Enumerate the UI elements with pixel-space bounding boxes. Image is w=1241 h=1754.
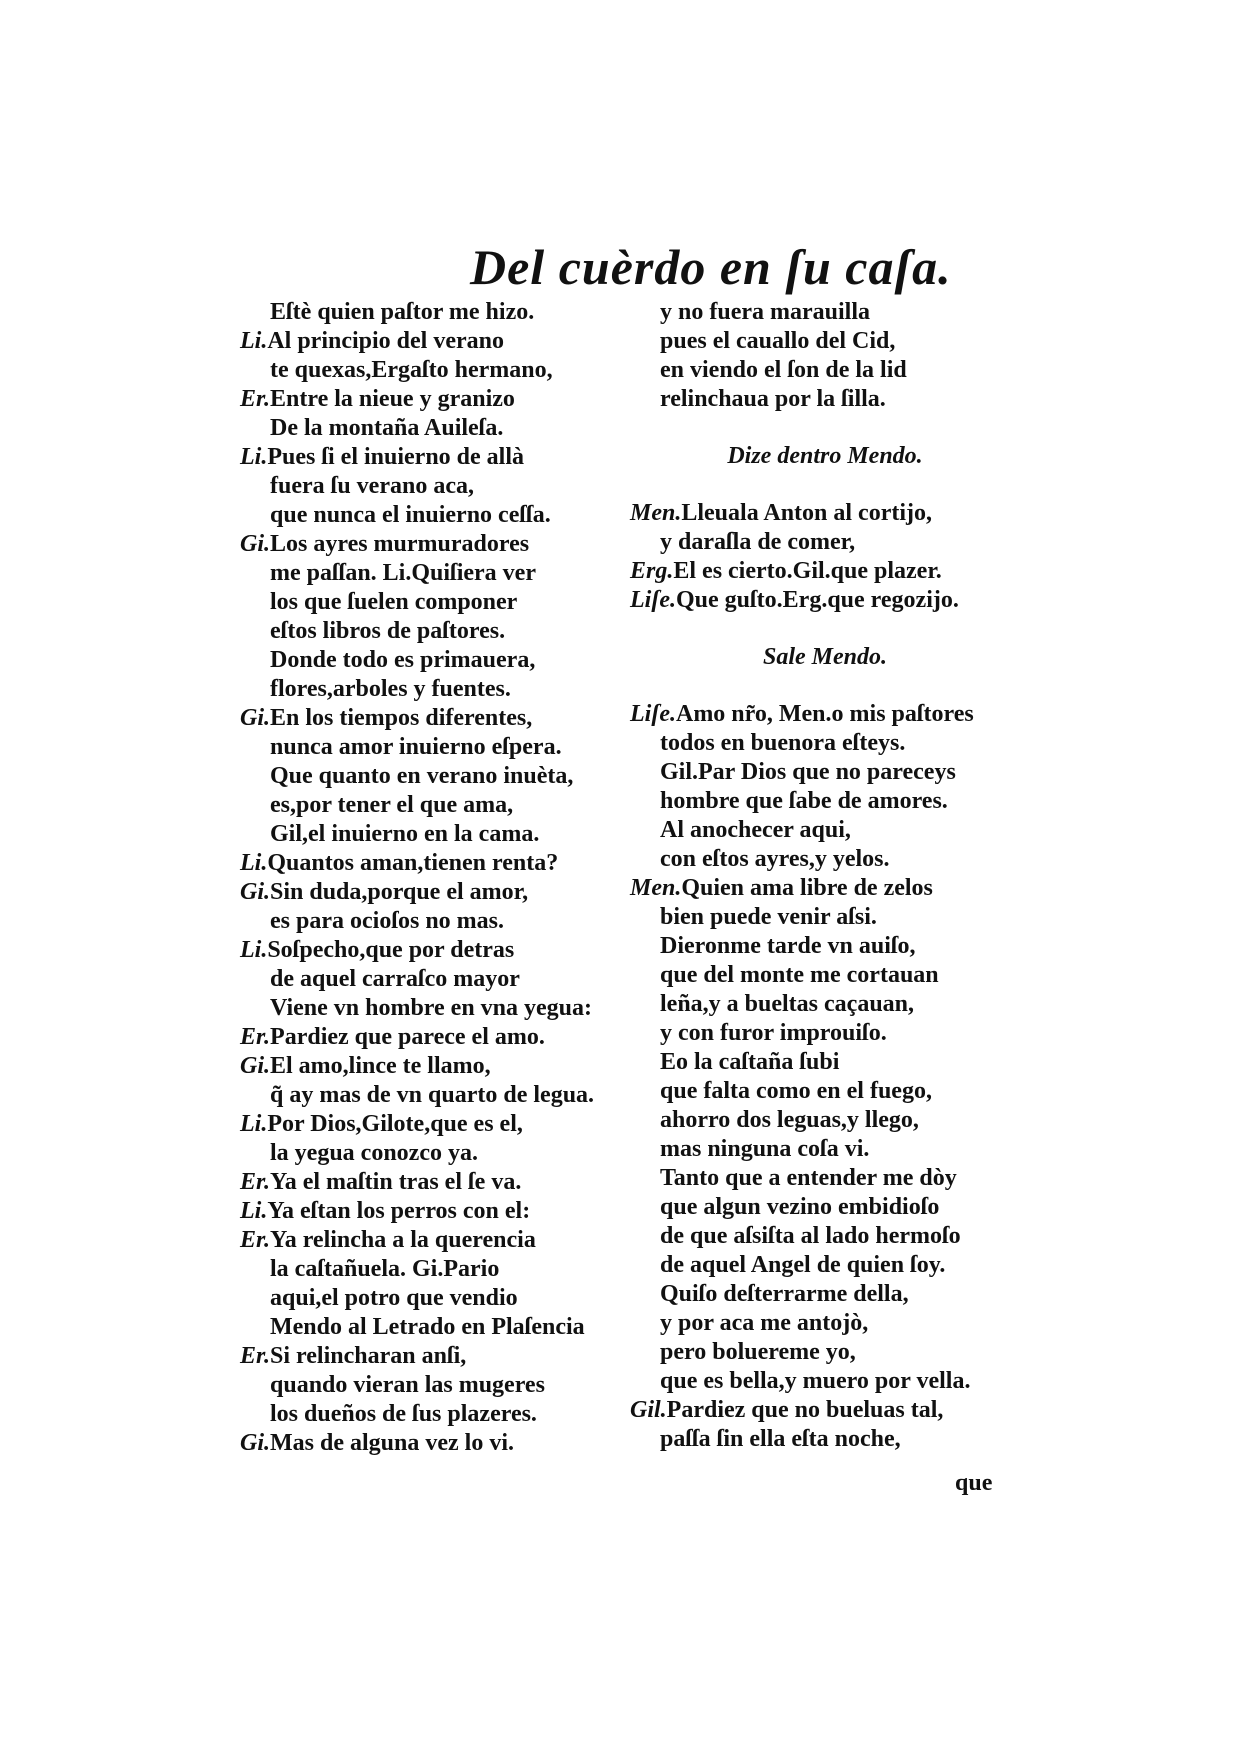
- verse-line: [630, 1019, 1020, 1048]
- speaker-label: Gi.: [240, 705, 270, 731]
- verse-line: [240, 559, 630, 588]
- verse-text: los dueños de ſus plazeres.: [270, 1401, 537, 1427]
- verse-text: eſtos libros de paſtores.: [270, 618, 506, 644]
- verse-line: [240, 820, 630, 849]
- speaker-label: Er.: [240, 1024, 271, 1050]
- verse-line: [240, 1168, 630, 1197]
- speaker-label: Liſe.: [630, 701, 676, 727]
- verse-line: [630, 557, 1020, 586]
- verse-line: [240, 1023, 630, 1052]
- verse-text: y con furor improuiſo.: [660, 1020, 887, 1046]
- verse-line: [630, 356, 1020, 385]
- verse-text: Viene vn hombre en vna yegua:: [270, 995, 593, 1021]
- verse-text: y daraſla de comer,: [660, 529, 856, 555]
- verse-line: [630, 528, 1020, 557]
- verse-text: fuera ſu verano aca,: [270, 473, 474, 499]
- verse-line: [630, 1396, 1020, 1425]
- verse-line: [240, 849, 630, 878]
- verse-text: ahorro dos leguas,y llego,: [660, 1107, 919, 1133]
- spacer: [630, 471, 1020, 499]
- verse-text: Ya el maſtin tras el ſe va.: [270, 1169, 522, 1195]
- verse-text: Quiſo deſterrarme della,: [660, 1281, 909, 1307]
- verse-text: quando vieran las mugeres: [270, 1372, 545, 1398]
- verse-line: [240, 501, 630, 530]
- verse-line: [240, 646, 630, 675]
- verse-line: [240, 472, 630, 501]
- verse-line: [240, 298, 630, 327]
- verse-text: la yegua conozco ya.: [270, 1140, 478, 1166]
- verse-text: Ya relincha a la querencia: [270, 1227, 536, 1253]
- verse-line: [630, 787, 1020, 816]
- verse-text: aqui,el potro que vendio: [270, 1285, 518, 1311]
- verse-text: Pardiez que parece el amo.: [270, 1024, 545, 1050]
- verse-line: [240, 327, 630, 356]
- verse-text: pero boluereme yo,: [660, 1339, 856, 1365]
- verse-line: [240, 1081, 630, 1110]
- verse-line: [240, 588, 630, 617]
- verse-text: Amo nr̃o, Men.o mis paſtores: [675, 701, 974, 727]
- right-column-verse-top: [630, 298, 1020, 414]
- verse-text: Eo la caſtaña ſubi: [660, 1049, 840, 1075]
- verse-text: y no fuera marauilla: [660, 299, 870, 325]
- verse-line: [240, 414, 630, 443]
- verse-text: Por Dios,Gilote,que es el,: [267, 1111, 523, 1137]
- verse-line: [240, 617, 630, 646]
- verse-line: [240, 1226, 630, 1255]
- verse-line: [240, 530, 630, 559]
- speaker-label: Erg.: [630, 558, 674, 584]
- verse-text: Que quanto en verano inuèta,: [270, 763, 574, 789]
- verse-text: hombre que ſabe de amores.: [660, 788, 948, 814]
- stage-direction: Sale Mendo.: [762, 644, 887, 670]
- verse-text: Soſpecho,que por detras: [267, 937, 515, 963]
- verse-text: nunca amor inuierno eſpera.: [270, 734, 562, 760]
- verse-line: [630, 1425, 1020, 1454]
- speaker-label: Er.: [240, 1227, 271, 1253]
- verse-text: que algun vezino embidioſo: [660, 1194, 940, 1220]
- verse-line: [240, 385, 630, 414]
- verse-line: [240, 878, 630, 907]
- verse-line: [240, 1429, 630, 1458]
- verse-line: [630, 961, 1020, 990]
- speaker-label: Gi.: [240, 531, 270, 557]
- verse-line: [630, 1193, 1020, 1222]
- verse-line: [630, 758, 1020, 787]
- verse-text: Lleuala Anton al cortijo,: [681, 500, 933, 526]
- right-column-verse-bottom: [630, 700, 1020, 1454]
- verse-text: Al principio del verano: [267, 328, 504, 354]
- verse-line: [630, 932, 1020, 961]
- verse-line: [630, 700, 1020, 729]
- running-head: Del cuèrdo en ſu caſa.: [470, 239, 952, 295]
- verse-text: Eſtè quien paſtor me hizo.: [270, 299, 535, 325]
- verse-line: [240, 1371, 630, 1400]
- verse-line: [240, 762, 630, 791]
- speaker-label: Gi.: [240, 1430, 270, 1456]
- verse-line: [240, 1313, 630, 1342]
- verse-text: leña,y a bueltas caçauan,: [660, 991, 915, 1017]
- verse-text: los que ſuelen componer: [270, 589, 518, 615]
- verse-line: [240, 791, 630, 820]
- verse-text: la caſtañuela. Gi.Pario: [270, 1256, 500, 1282]
- verse-line: [240, 356, 630, 385]
- left-column: [240, 298, 630, 1458]
- verse-line: [630, 874, 1020, 903]
- verse-line: [630, 1077, 1020, 1106]
- verse-text: El amo,lince te llamo,: [270, 1053, 491, 1079]
- speaker-label: Li.: [240, 1198, 268, 1224]
- verse-line: [240, 907, 630, 936]
- speaker-label: Li.: [240, 328, 268, 354]
- verse-line: [240, 733, 630, 762]
- verse-line: [240, 936, 630, 965]
- verse-text: es,por tener el que ama,: [270, 792, 514, 818]
- verse-text: De la montaña Auileſa.: [270, 415, 504, 441]
- verse-text: te quexas,Ergaſto hermano,: [270, 357, 553, 383]
- verse-line: [240, 965, 630, 994]
- verse-text: Al anochecer aqui,: [660, 817, 851, 843]
- verse-text: y por aca me antojò,: [660, 1310, 869, 1336]
- verse-text: Entre la nieue y granizo: [270, 386, 515, 412]
- speaker-label: Gi.: [240, 879, 270, 905]
- verse-line: [630, 1367, 1020, 1396]
- verse-text: que nunca el inuierno ceſſa.: [270, 502, 551, 528]
- verse-text: de que aſsiſta al lado hermoſo: [660, 1223, 961, 1249]
- verse-line: [630, 1338, 1020, 1367]
- verse-line: [630, 1106, 1020, 1135]
- speaker-label: Men.: [630, 500, 682, 526]
- verse-text: El es cierto.Gil.que plazer.: [673, 558, 942, 584]
- verse-text: Pues ſi el inuierno de allà: [267, 444, 525, 470]
- verse-line: [240, 675, 630, 704]
- verse-text: Gil.Par Dios que no pareceys: [660, 759, 956, 785]
- speaker-label: Gi.: [240, 1053, 270, 1079]
- verse-line: [240, 704, 630, 733]
- verse-line: [630, 845, 1020, 874]
- verse-line: [240, 1400, 630, 1429]
- verse-line: [240, 443, 630, 472]
- verse-line: [630, 298, 1020, 327]
- verse-line: [240, 1110, 630, 1139]
- verse-text: Quien ama libre de zelos: [681, 875, 933, 901]
- verse-text: de aquel Angel de quien ſoy.: [660, 1252, 946, 1278]
- verse-text: en viendo el ſon de la lid: [660, 357, 907, 383]
- verse-text: paſſa ſin ella eſta noche,: [660, 1426, 901, 1452]
- verse-text: Ya eſtan los perros con el:: [267, 1198, 531, 1224]
- verse-line: [240, 1052, 630, 1081]
- verse-line: [630, 327, 1020, 356]
- verse-text: Gil,el inuierno en la cama.: [270, 821, 540, 847]
- speaker-label: Li.: [240, 850, 268, 876]
- verse-line: [240, 994, 630, 1023]
- verse-text: pues el cauallo del Cid,: [660, 328, 896, 354]
- spacer: [630, 414, 1020, 442]
- verse-text: Donde todo es primauera,: [270, 647, 536, 673]
- verse-text: Que guſto.Erg.que regozijo.: [675, 587, 959, 613]
- spacer: [630, 672, 1020, 700]
- verse-line: [240, 1342, 630, 1371]
- verse-text: flores,arboles y fuentes.: [270, 676, 511, 702]
- verse-line: [240, 1284, 630, 1313]
- verse-text: En los tiempos diferentes,: [270, 705, 533, 731]
- verse-text: Sin duda,porque el amor,: [270, 879, 529, 905]
- verse-text: Mas de alguna vez lo vi.: [270, 1430, 514, 1456]
- speaker-label: Gil.: [630, 1397, 667, 1423]
- verse-text: Mendo al Letrado en Plaſencia: [270, 1314, 585, 1340]
- verse-text: mas ninguna coſa vi.: [660, 1136, 870, 1162]
- verse-text: que es bella,y muero por vella.: [660, 1368, 971, 1394]
- speaker-label: Er.: [240, 386, 271, 412]
- verse-line: [630, 499, 1020, 528]
- verse-line: [630, 385, 1020, 414]
- verse-text: que del monte me cortauan: [660, 962, 939, 988]
- speaker-label: Er.: [240, 1343, 271, 1369]
- verse-text: que falta como en el fuego,: [660, 1078, 932, 1104]
- speaker-label: Li.: [240, 444, 268, 470]
- catchword: que: [955, 1470, 993, 1496]
- verse-text: Si relincharan anſi,: [270, 1343, 467, 1369]
- verse-line: [240, 1197, 630, 1226]
- verse-line: [240, 1139, 630, 1168]
- verse-text: Los ayres murmuradores: [270, 531, 530, 557]
- verse-line: [630, 990, 1020, 1019]
- verse-text: relinchaua por la ſilla.: [660, 386, 886, 412]
- verse-line: [630, 586, 1020, 615]
- verse-line: [630, 1309, 1020, 1338]
- verse-text: de aquel carraſco mayor: [270, 966, 520, 992]
- verse-line: [630, 816, 1020, 845]
- speaker-label: Er.: [240, 1169, 271, 1195]
- verse-line: [630, 903, 1020, 932]
- speaker-label: Li.: [240, 937, 268, 963]
- verse-line: [630, 1135, 1020, 1164]
- speaker-label: Li.: [240, 1111, 268, 1137]
- verse-text: me paſſan. Li.Quiſiera ver: [270, 560, 536, 586]
- verse-line: [630, 1280, 1020, 1309]
- verse-text: q̃ ay mas de vn quarto de legua.: [270, 1082, 595, 1108]
- verse-line: [240, 1255, 630, 1284]
- verse-line: [630, 1164, 1020, 1193]
- verse-text: es para ocioſos no mas.: [270, 908, 504, 934]
- verse-line: [630, 1048, 1020, 1077]
- verse-text: Dieronme tarde vn auiſo,: [660, 933, 916, 959]
- verse-line: [630, 729, 1020, 758]
- verse-text: Tanto que a entender me dòy: [660, 1165, 957, 1191]
- right-column-verse-middle: [630, 499, 1020, 615]
- verse-text: con eſtos ayres,y yelos.: [660, 846, 890, 872]
- speaker-label: Liſe.: [630, 587, 676, 613]
- right-column: [630, 298, 1020, 1454]
- verse-line: [630, 1251, 1020, 1280]
- verse-text: Quantos aman,tienen renta?: [267, 850, 559, 876]
- spacer: [630, 615, 1020, 643]
- verse-text: todos en buenora eſteys.: [660, 730, 906, 756]
- stage-direction: Dize dentro Mendo.: [727, 443, 923, 469]
- verse-line: [630, 1222, 1020, 1251]
- speaker-label: Men.: [630, 875, 682, 901]
- verse-text: Pardiez que no bueluas tal,: [666, 1397, 944, 1423]
- verse-text: bien puede venir aſsi.: [660, 904, 877, 930]
